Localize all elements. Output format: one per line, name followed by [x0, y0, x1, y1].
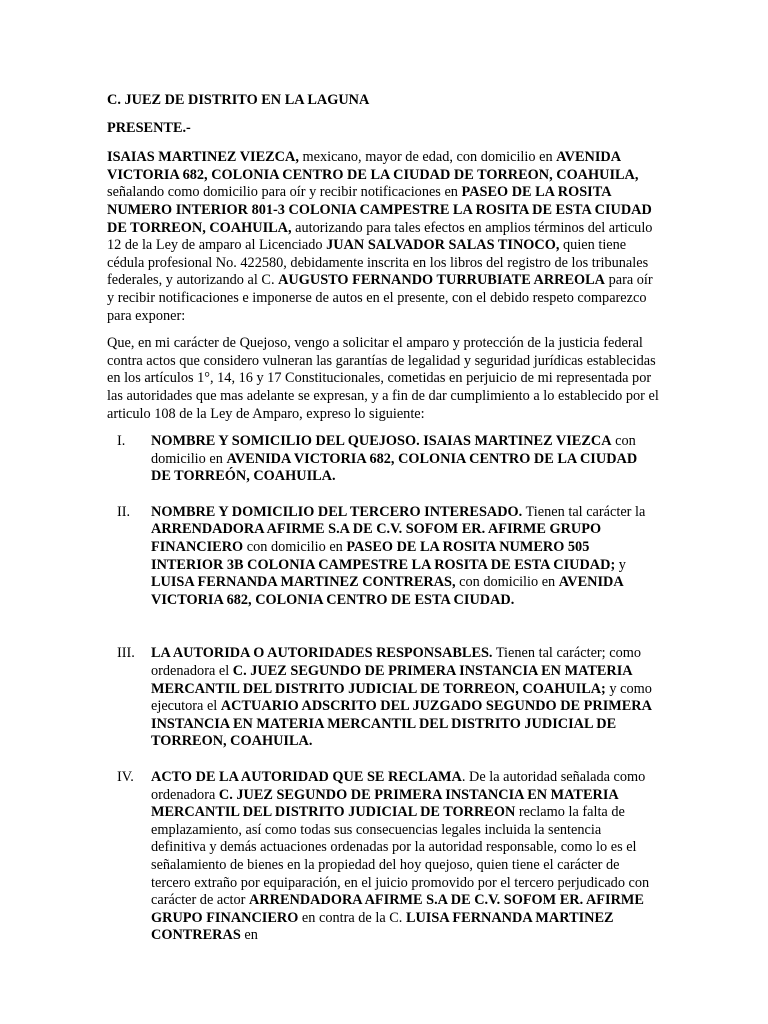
list-item — [107, 769, 659, 945]
list-item — [107, 504, 659, 610]
document-page — [107, 92, 659, 945]
bold-text: PASEO DE LA ROSITA NUMERO 505 INTERIOR 3B COLONIA CAMPESTRE LA ROSITA DE ESTA CIUDAD; — [151, 539, 616, 573]
list-numeral: II. — [117, 503, 131, 520]
list-numeral: IV. — [117, 769, 134, 785]
bold-text: ACTUARIO ADSCRITO DEL JUZGADO SEGUNDO DE PRIMERA INSTANCIA EN MATERIA MERCANTIL DEL DISTRITO JUDICIAL DE TORREON, COAHUILA. — [151, 698, 652, 750]
bold-text: LUISA FERNANDA MARTINEZ CONTRERAS — [151, 909, 614, 944]
list-item-text: LA AUTORIDA O AUTORIDADES RESPONSABLES. Tienen tal carácter; como ordenadora el C. JUEZ SEGUNDO DE PRIMERA INSTANCIA EN MATERIA MERCANTIL DEL DISTRITO JUDICIAL DE TORREON, COAHUILA; y como ejecutora el ACTUARIO ADSCRITO DEL JUZGADO SEGUNDO DE PRIMERA INSTANCIA EN MATERIA MERCANTIL DEL DISTRITO JUDICIAL DE TORREON, COAHUILA. — [151, 645, 652, 750]
bold-text: C. JUEZ SEGUNDO DE PRIMERA INSTANCIA EN MATERIA MERCANTIL DEL DISTRITO JUDICIAL DE TORREON — [151, 786, 618, 821]
bold-text: C. JUEZ SEGUNDO DE PRIMERA INSTANCIA EN MATERIA MERCANTIL DEL DISTRITO JUDICIAL DE TORREON, COAHUILA; — [151, 663, 632, 697]
petition-paragraph: Que, en mi carácter de Quejoso, vengo a solicitar el amparo y protección de la justicia federal contra actos que considero vulneran las garantías de legalidad y seguridad jurídicas establecidas en los artículos 1°, 14, 16 y 17 Constitucionales, cometidas en perjuicio de mi representada por las autoridades que mas adelante se expresan, y a fin de dar cumplimiento a lo establecido por el articulo 108 de la Ley de Amparo, expreso lo siguiente: — [107, 335, 659, 422]
list-numeral: III. — [117, 645, 135, 662]
greeting-heading: PRESENTE.- — [107, 119, 191, 136]
bold-text: ARRENDADORA AFIRME S.A DE C.V. SOFOM ER. AFIRME GRUPO FINANCIERO — [151, 521, 602, 556]
bold-text: JUAN SALVADOR SALAS TINOCO, — [326, 237, 560, 254]
list-item-text: NOMBRE Y DOMICILIO DEL TERCERO INTERESADO. Tienen tal carácter la ARRENDADORA AFIRME S.A DE C.V. SOFOM ER. AFIRME GRUPO FINANCIERO con domicilio en PASEO DE LA ROSITA NUMERO 505 INTERIOR 3B COLONIA CAMPESTRE LA ROSITA DE ESTA CIUDAD; y LUISA FERNANDA MARTINEZ CONTRERAS, con domicilio en AVENIDA VICTORIA 682, COLONIA CENTRO DE ESTA CIUDAD. — [151, 503, 646, 608]
bold-text: LA AUTORIDA O AUTORIDADES RESPONSABLES. — [151, 645, 493, 662]
bold-text: AVENIDA VICTORIA 682, COLONIA CENTRO DE LA CIUDAD DE TORREON, COAHUILA, — [107, 149, 639, 183]
bold-text: AVENIDA VICTORIA 682, COLONIA CENTRO DE ESTA CIUDAD. — [151, 574, 623, 608]
bold-text: NOMBRE Y DOMICILIO DEL TERCERO INTERESADO. — [151, 503, 523, 520]
bold-text: NOMBRE Y SOMICILIO DEL QUEJOSO. ISAIAS MARTINEZ VIEZCA — [151, 433, 612, 450]
list-item-text: NOMBRE Y SOMICILIO DEL QUEJOSO. ISAIAS MARTINEZ VIEZCA con domicilio en AVENIDA VICTORIA 682, COLONIA CENTRO DE LA CIUDAD DE TORREÓN, COAHUILA. — [151, 433, 638, 485]
list-item — [107, 645, 659, 751]
numbered-list — [107, 433, 659, 945]
addressee-heading: C. JUEZ DE DISTRITO EN LA LAGUNA — [107, 92, 370, 108]
bold-text: PASEO DE LA ROSITA NUMERO INTERIOR 801-3 COLONIA CAMPESTRE LA ROSITA DE ESTA CIUDAD DE TORREON, COAHUILA, — [107, 184, 652, 236]
list-item-text: ACTO DE LA AUTORIDAD QUE SE RECLAMA. De la autoridad señalada como ordenadora C. JUEZ SEGUNDO DE PRIMERA INSTANCIA EN MATERIA MERCANTIL DEL DISTRITO JUDICIAL DE TORREON reclamo la falta de emplazamiento, así como todas sus consecuencias legales incluida la sentencia definitiva y demás actuaciones ordenadas por la autoridad responsable, como lo es el señalamiento de bienes en la propiedad del hoy quejoso, quien tiene el carácter de tercero extraño por equiparación, en el juicio promovido por el tercero perjudicado con carácter de actor ARRENDADORA AFIRME S.A DE C.V. SOFOM ER. AFIRME GRUPO FINANCIERO en contra de la C. LUISA FERNANDA MARTINEZ CONTRERAS en — [151, 769, 650, 944]
bold-text: ACTO DE LA AUTORIDAD QUE SE RECLAMA — [151, 769, 462, 785]
list-item — [107, 433, 659, 486]
bold-text: ARRENDADORA AFIRME S.A DE C.V. SOFOM ER. AFIRME GRUPO FINANCIERO — [151, 892, 644, 926]
bold-text: LUISA FERNANDA MARTINEZ CONTRERAS, — [151, 574, 456, 591]
bold-text: ISAIAS MARTINEZ VIEZCA, — [107, 149, 299, 166]
bold-text: AVENIDA VICTORIA 682, COLONIA CENTRO DE LA CIUDAD DE TORREÓN, COAHUILA. — [151, 450, 638, 485]
intro-paragraph: ISAIAS MARTINEZ VIEZCA, mexicano, mayor de edad, con domicilio en AVENIDA VICTORIA 682, COLONIA CENTRO DE LA CIUDAD DE TORREON, COAHUILA, señalando como domicilio para oír y recibir notificaciones en PASEO DE LA ROSITA NUMERO INTERIOR 801-3 COLONIA CAMPESTRE LA ROSITA DE ESTA CIUDAD DE TORREON, COAHUILA, autorizando para tales efectos en amplios términos del articulo 12 de la Ley de amparo al Licenciado JUAN SALVADOR SALAS TINOCO, quien tiene cédula profesional No. 422580, debidamente inscrita en los libros del registro de los tribunales federales, y autorizando al C. AUGUSTO FERNANDO TURRUBIATE ARREOLA para oír y recibir notificaciones e imponerse de autos en el presente, con el debido respeto comparezco para exponer: — [107, 149, 653, 324]
list-numeral: I. — [117, 433, 126, 450]
bold-text: AUGUSTO FERNANDO TURRUBIATE ARREOLA — [278, 272, 606, 289]
